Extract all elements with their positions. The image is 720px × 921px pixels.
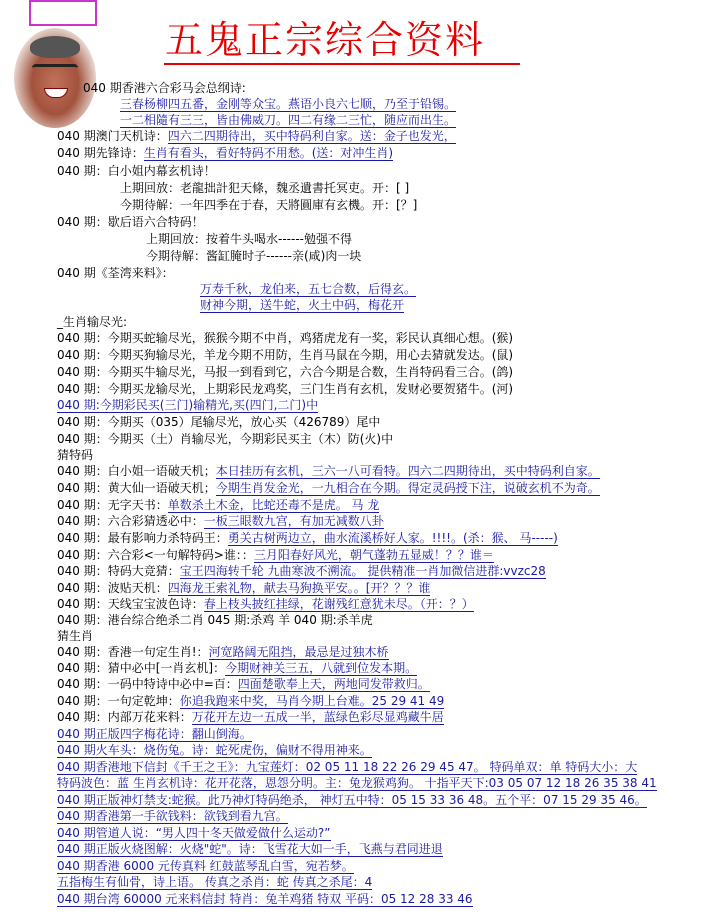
line-prefix: 040 期：无字天书： [57,498,168,512]
line-link-text[interactable]: 四海龙王索礼物，献去马狗换平安。。[开？？？谁 [167,581,431,595]
text-line [57,841,443,857]
text-line [57,381,513,397]
text-line [120,197,417,213]
line-link-text[interactable]: 你追我跑来中奖，马肖今期上台难。25 29 41 49 [179,694,445,708]
text-line [57,858,354,874]
line-prefix: 040 期先锋诗： [57,146,144,160]
line-prefix: 040 期香港六合彩马会总纲诗: [83,81,246,95]
text-line [57,163,216,179]
line-prefix: 040 期：六合彩<一句解特码>谁：： [57,548,254,562]
text-line [57,693,444,709]
line-prefix: 040 期：今期买（035）尾输尽光，放心买（426789）尾中 [57,415,381,429]
text-line [57,580,430,596]
line-link-text[interactable]: 本日挂历有玄机，三六一八可看特。四六二四期待出，买中特码利自家。 [215,464,600,478]
line-link-text[interactable]: 一板三眼数九宫，有加无减数八卦 [203,514,384,528]
text-line [57,497,379,513]
line-prefix: 040 期：白小姐内幕玄机诗！ [57,164,216,178]
text-line [57,891,473,907]
line-link-text[interactable]: 040 期管道人说：“男人四十冬天做爱做什么运动?” [57,826,331,840]
text-line [57,364,513,380]
text-line [57,347,513,363]
line-prefix: 040 期：波贴天机： [57,581,168,595]
line-link-text[interactable]: 040 期香港第一手欲钱料：欲钱到看九宫。 [57,809,288,823]
line-link-text[interactable]: 三月阳春好风光，朝气蓬勃五显威！？？谁＝ [253,548,494,562]
text-line [57,431,393,447]
line-link-text[interactable]: 040 期正版四字梅花诗：翻山倒海。 [57,727,252,741]
line-link-text[interactable]: 四六二四期待出，买中特码利自家。送：金子也发光， [167,129,456,143]
line-link-text[interactable]: 财神今期，送牛蛇，火土中码，梅花开 [200,298,405,312]
line-link-text[interactable]: 一二相隨有三三，皆由佛威刀。四二有缘二三忙，随应而出生。 [120,113,457,127]
line-prefix: 今期待解：酱缸腌时子------亲(咸)肉一块 [146,249,362,263]
text-line [57,128,456,144]
line-prefix: 040 期《荃湾来料》： [57,266,174,280]
line-link-text[interactable]: 四面楚歌奉上天，两地同发带救归。 [237,677,430,691]
line-prefix: 040 期：一码中特诗中必中=百： [57,677,238,691]
text-line [57,563,546,579]
text-line [57,214,204,230]
line-link-text[interactable]: 040 期台湾 60000 元来料信封 特肖：兔羊鸡猪 特双 平码：05 12 28 33 46 [57,892,473,906]
text-line [83,80,246,96]
line-link-text[interactable]: 今期生肖发金光，一九相合在今期。得定灵码授下注，说破玄机不为奇。 [215,481,600,495]
line-prefix: 今期待解：一年四季在于春，天將圓庫有玄機。开：[？] [120,198,418,212]
text-line [57,792,647,808]
text-line [57,530,558,546]
text-line [57,874,372,890]
text-line [57,145,393,161]
line-link-text[interactable]: 宝王四海转千轮 九曲寒波不溯流。 提供精准一肖加微信进群:vvzc28 [179,564,546,578]
line-prefix: 040 期：今期买蛇输尽光，猴猴今期不中肖，鸡猪虎龙有一奖，彩民认真细心想。(猴) [57,331,514,345]
line-link-text[interactable]: 040 期香港地下信封《千王之王》：九宝莲灯：02 05 11 18 22 26 29 45 47。 特码单双：单 特码大小：大 [57,760,638,774]
title-underline [164,63,520,65]
avatar [14,28,96,128]
text-line [57,775,657,791]
line-prefix: 040 期：今期买（土）肖输尽光，今期彩民买主（木）防(火)中 [57,432,394,446]
line-link-text[interactable]: 040 期正版火烧图解：火烧"蛇"。诗：飞雪花大如一手，飞燕与君同进退 [57,842,443,856]
text-line [57,330,513,346]
line-link-text[interactable]: 特码波色：蓝 生肖玄机诗：花开花落，恩怨分明。主：兔龙猴鸡狗。 十指平天下:03 05 07 12 18 26 35 38 41 [57,776,657,790]
page-title: 五鬼正宗综合资料 [165,18,486,62]
text-line [57,726,252,742]
line-link-text[interactable]: 040 期正版神灯禁支:蛇猴。此乃神灯特码绝杀， 神灯五中特：05 15 33 36 48。五个平：07 15 29 35 46。 [57,793,647,807]
line-link-text[interactable]: 040 期香港 6000 元传真料 红鼓蓝琴乱白雪，宛若梦。 [57,859,354,873]
line-link-text[interactable]: 万花开左边一五成一半，蓝绿色彩尽显鸡藏牛居 [191,710,444,724]
text-line [200,297,404,313]
line-prefix: 040 期：今期买狗输尽光，羊龙今期不用防，生肖马鼠在今期，用心去猜就发达。(鼠) [57,348,514,362]
line-prefix: 上期回放：老龍拙計犯天條，魏丞遺書托冥吏。开：[ ] [120,181,410,195]
text-line [146,248,361,264]
line-link-text[interactable]: 万寿千秋，龙伯来，五七合数，后得玄。 [200,282,417,296]
line-prefix: 040 期澳门天机诗： [57,129,168,143]
text-line [57,480,600,496]
line-prefix: 040 期：猜中必中[一肖玄机]： [57,661,226,675]
text-line [57,612,373,628]
line-prefix: 上期回放：按着牛头喝水------勉强不得 [146,232,352,246]
text-line [200,281,416,297]
line-link-text[interactable]: 勇关古树两边立，曲水流溪桥好人家。!!!!。(杀：猴、 马-----) [227,531,558,545]
line-prefix: 040 期：六合彩猜透必中： [57,514,204,528]
text-line [57,414,380,430]
line-prefix: _生肖输尽光: [57,315,128,329]
text-line [57,547,494,563]
line-link-text[interactable]: 春上枝头披红挂绿，花谢残红意犹未尽。（开：？） [203,597,474,611]
line-link-text[interactable]: 040 期火车头：烧伤兔。诗：蛇死虎伤，偏财不得用神来。 [57,743,372,757]
line-prefix: 040 期：黄大仙一语破天机； [57,481,216,495]
text-line [57,759,637,775]
line-prefix: 040 期：今期买牛输尽光，马报一到看到它，六合今期是合数，生肖特码看三合。(鸽) [57,365,514,379]
text-line [57,596,474,612]
text-line [120,180,409,196]
line-prefix: 040 期：港台综合绝杀二肖 045 期:杀鸡 羊 040 期:杀羊虎 [57,613,373,627]
line-link-text[interactable]: 生肖有看头，看好特码不用愁。(送：对冲生肖) [143,146,394,160]
line-prefix: 040 期：天线宝宝波色诗： [57,597,204,611]
line-prefix: 040 期：特码大竞猜： [57,564,180,578]
line-prefix: 猜生肖 [57,629,94,643]
text-line [57,513,384,529]
text-line [57,628,93,644]
line-link-text[interactable]: 五指梅生有仙骨，诗上语。 传真之杀肖：蛇 传真之杀尾：4 [57,875,373,889]
text-line [57,709,444,725]
line-prefix: 猜特码 [57,448,94,462]
text-line [57,825,331,841]
line-link-text[interactable]: 今期财神关三五，八就到位发本期。 [225,661,418,675]
text-line [57,676,430,692]
line-prefix: 040 期：内部万花来料： [57,710,192,724]
text-line [57,808,288,824]
text-line [57,742,372,758]
line-prefix: 040 期：白小姐一语破天机； [57,464,216,478]
line-link-text[interactable]: 三春杨柳四五番，金刚等众宝。燕语小良六七顺，乃至于铅锡。 [120,97,457,111]
text-line [57,463,600,479]
line-prefix: 040 期：香港一句定生肖!： [57,645,209,659]
line-prefix: 040 期：今期买龙输尽光，上期彩民龙鸡奖，三门生肖有玄机，发财必要贺猪牛。(河) [57,382,514,396]
line-link-text[interactable]: 040 期:今期彩民买(三门)输精光,买(四门,二门)中 [57,398,319,412]
line-prefix: 040 期：一句定乾坤： [57,694,180,708]
text-line [146,231,352,247]
text-line [120,96,456,112]
line-prefix: 040 期：歇后语六合特码！ [57,215,204,229]
text-line [57,397,318,413]
line-link-text[interactable]: 单数杀土木金，比蛇还毒不是虎。 马 龙 [167,498,380,512]
text-line [57,265,174,281]
line-prefix: 040 期：最有影响力杀特码王： [57,531,228,545]
line-link-text[interactable]: 河宽路阔无阻挡，最忌是过独木桥 [208,645,389,659]
text-line [120,112,456,128]
text-line [57,644,389,660]
text-line [57,660,417,676]
selection-box [29,0,97,26]
text-line [57,447,93,463]
text-line [57,314,127,330]
